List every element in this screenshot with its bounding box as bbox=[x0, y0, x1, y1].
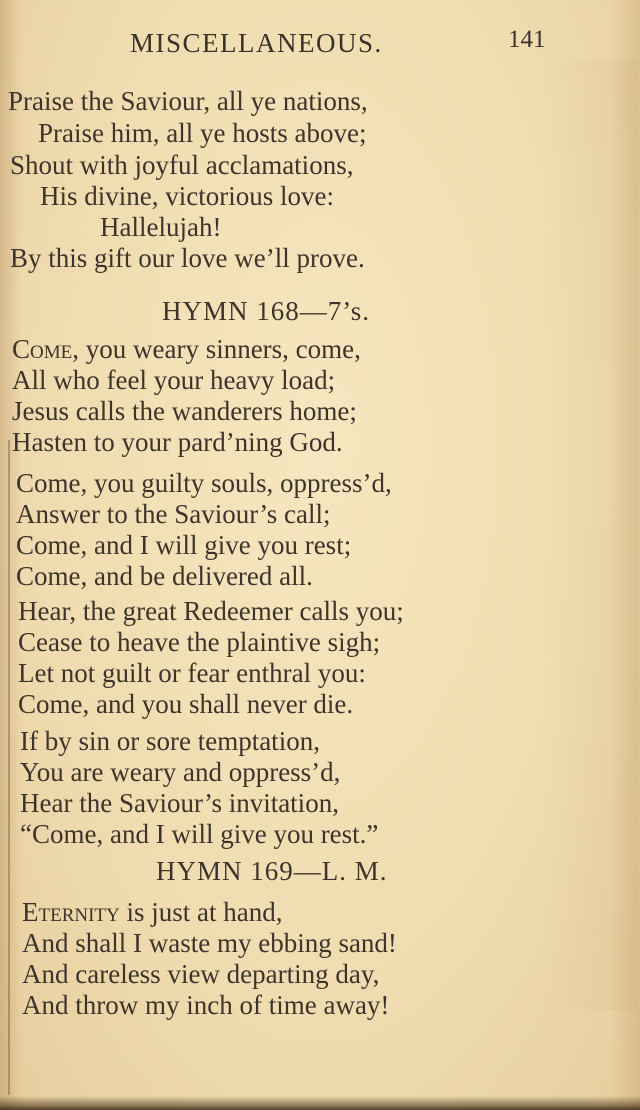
page-number: 141 bbox=[508, 26, 546, 53]
verse-line: Jesus calls the wanderers home; bbox=[12, 396, 357, 426]
page-header bbox=[0, 26, 640, 66]
hymn-169-title: HYMN 169—L. M. bbox=[156, 856, 388, 886]
verse-line: By this gift our love we’ll prove. bbox=[10, 243, 365, 273]
verse-line bbox=[12, 334, 361, 365]
verse-line: Come, and be delivered all. bbox=[16, 561, 313, 591]
verse-line: Answer to the Saviour’s call; bbox=[16, 499, 331, 529]
verse-line: And throw my inch of time away! bbox=[22, 990, 390, 1020]
gutter-line bbox=[8, 440, 10, 1095]
verse-line: Let not guilt or fear enthral you: bbox=[18, 658, 366, 688]
verse-line: Come, and I will give you rest; bbox=[16, 530, 352, 560]
verse-line: Shout with joyful acclamations, bbox=[10, 150, 354, 180]
verse-line: Praise him, all ye hosts above; bbox=[38, 118, 367, 148]
initial-word: Eternity bbox=[22, 897, 120, 927]
verse-line: Come, you guilty souls, oppress’d, bbox=[16, 468, 392, 498]
running-title: MISCELLANEOUS. bbox=[130, 28, 383, 58]
first-line-rest: you weary sinners, come, bbox=[78, 334, 361, 364]
verse-line: Come, and you shall never die. bbox=[18, 689, 354, 719]
show-through-bleed bbox=[543, 60, 638, 1010]
verse-line: Hear, the great Redeemer calls you; bbox=[18, 596, 404, 626]
verse-line: And careless view departing day, bbox=[22, 959, 380, 989]
first-line-rest: is just at hand, bbox=[119, 897, 283, 927]
verse-line: All who feel your heavy load; bbox=[12, 365, 336, 395]
verse-line: Hear the Saviour’s invitation, bbox=[20, 788, 339, 818]
verse-line: And shall I waste my ebbing sand! bbox=[22, 928, 397, 958]
hymn-168-title: HYMN 168—7’s. bbox=[162, 296, 371, 326]
verse-line: Cease to heave the plaintive sigh; bbox=[18, 627, 381, 657]
verse-line: If by sin or sore temptation, bbox=[20, 726, 320, 756]
verse-line: His divine, victorious love: bbox=[40, 181, 334, 211]
verse-line: Hasten to your pard’ning God. bbox=[12, 427, 343, 457]
page-bottom-edge bbox=[0, 1096, 640, 1110]
verse-line: “Come, and I will give you rest.” bbox=[20, 819, 379, 849]
verse-line: Hallelujah! bbox=[100, 212, 222, 242]
verse-line bbox=[22, 897, 283, 928]
verse-line: Praise the Saviour, all ye nations, bbox=[8, 86, 368, 116]
verse-line: You are weary and oppress’d, bbox=[20, 757, 341, 787]
initial-word: Come, bbox=[12, 334, 79, 364]
